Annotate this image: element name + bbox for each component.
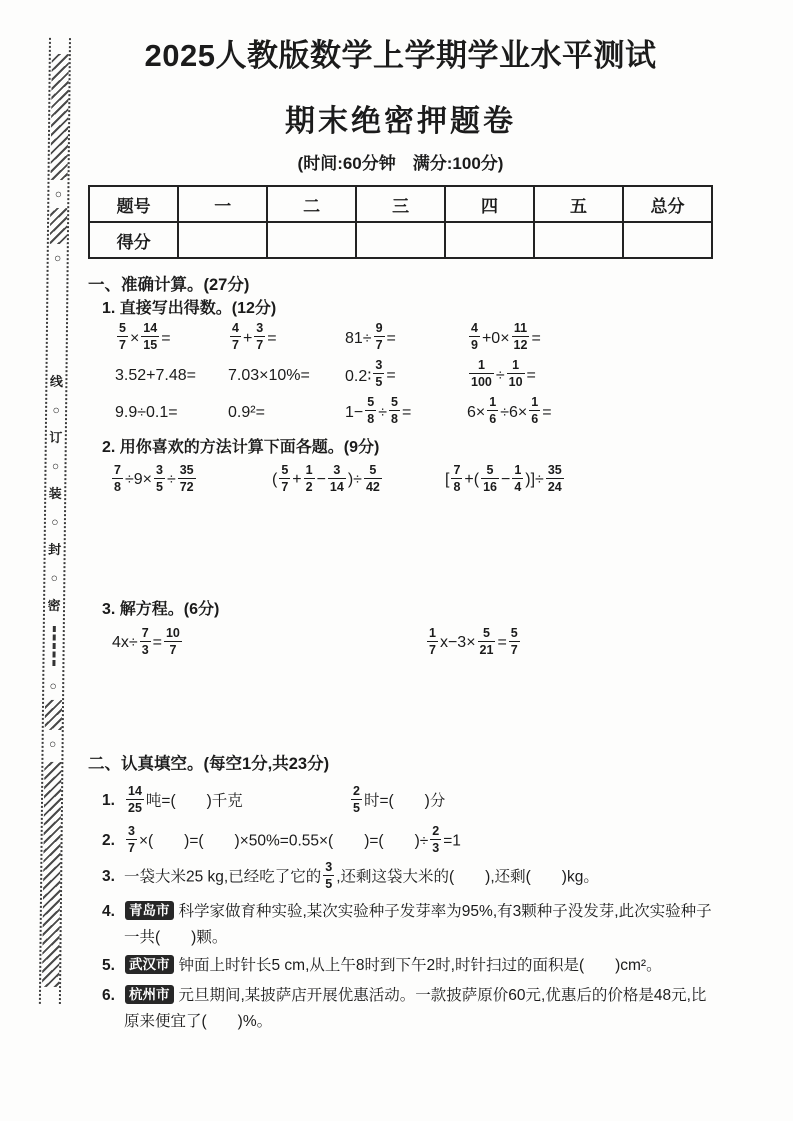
fraction: $\frac{3}{14}$ xyxy=(329,462,344,494)
score-header-cell: 总分 xyxy=(623,186,712,222)
math-expression: $\frac{4}{7}$ + $\frac{3}{7}$ = xyxy=(232,321,277,352)
fraction: $\frac{5}{8}$ xyxy=(390,395,398,426)
math-expression: 6× $\frac{1}{6}$ ÷6× $\frac{1}{6}$ = xyxy=(467,395,552,426)
score-header-cell: 五 xyxy=(534,186,623,222)
fraction: $\frac{9}{7}$ xyxy=(375,321,383,352)
fill-blank-text: 一袋大米25 kg,已经吃了它的 $\frac{3}{5}$ ,还剩这袋大米的( ),还剩( )kg。 xyxy=(124,859,599,891)
math-expression: 0.9²= xyxy=(228,403,265,421)
fill-blank-text: 科学家做育种实验,某次实验种子发芽率为95%,有3颗种子没发芽,此次实验种子一共( )颗。 xyxy=(124,903,712,946)
dashed-line xyxy=(52,626,55,666)
fraction: $\frac{7}{8}$ xyxy=(114,462,121,494)
math-expression: 0.2∶ $\frac{3}{5}$ = xyxy=(345,358,396,389)
question-number: 4. xyxy=(102,903,115,920)
fraction: $\frac{3}{5}$ xyxy=(325,859,333,891)
exam-paper xyxy=(88,36,713,1035)
fraction: $\frac{3}{5}$ xyxy=(375,358,383,389)
score-table-header-row xyxy=(89,186,712,222)
question-number: 2. xyxy=(102,832,115,849)
circle-mark: ○ xyxy=(54,186,63,202)
fraction: $\frac{1}{6}$ xyxy=(531,395,539,426)
fraction: $\frac{2}{3}$ xyxy=(432,823,440,855)
hatch-pattern xyxy=(42,762,61,987)
circle-mark: ○ xyxy=(53,250,62,266)
fraction: $\frac{5}{7}$ xyxy=(510,625,518,657)
fraction: $\frac{1}{6}$ xyxy=(489,395,497,426)
fraction: $\frac{5}{16}$ xyxy=(483,462,497,494)
fill-question-2 xyxy=(88,823,713,859)
question-number: 3. xyxy=(102,868,115,885)
hatch-pattern xyxy=(44,700,61,730)
fraction: $\frac{11}{12}$ xyxy=(513,321,528,352)
fraction: $\frac{4}{9}$ xyxy=(471,321,478,352)
fraction: $\frac{3}{7}$ xyxy=(128,823,135,855)
fraction: $\frac{14}{25}$ xyxy=(128,783,142,815)
score-cell xyxy=(534,222,623,258)
section1-q1-label: 1. 直接写出得数。(12分) xyxy=(102,300,277,317)
section-2-title: 二、认真填空。(每空1分,共23分) xyxy=(88,755,330,773)
score-table-score-row xyxy=(89,222,712,258)
circle-mark: ○ xyxy=(51,458,60,474)
fraction: $\frac{7}{8}$ xyxy=(453,462,461,494)
fraction: $\frac{5}{21}$ xyxy=(479,625,494,657)
binding-char: 封 xyxy=(48,541,62,558)
circle-mark: ○ xyxy=(52,402,60,418)
fill-blank-text: 元旦期间,某披萨店开展优惠活动。一款披萨原价60元,优惠后的价格是48元,比原来便宜了( )%。 xyxy=(124,987,707,1030)
fraction: $\frac{1}{100}$ xyxy=(471,358,492,389)
fill-blank-text: $\frac{14}{25}$ 吨=( )千克 xyxy=(128,783,243,815)
fraction: $\frac{7}{3}$ xyxy=(141,625,149,657)
hatch-pattern xyxy=(49,208,66,244)
fill-question-6 xyxy=(88,983,713,1035)
math-expression: 1− $\frac{5}{8}$ ÷ $\frac{5}{8}$ = xyxy=(345,395,412,426)
city-tag: 武汉市 xyxy=(125,955,174,974)
fill-question-4 xyxy=(88,899,713,951)
circle-mark: ○ xyxy=(49,678,57,694)
score-header-cell: 二 xyxy=(267,186,356,222)
score-header-cell: 题号 xyxy=(89,186,178,222)
fraction: $\frac{35}{72}$ xyxy=(179,462,194,494)
question-body xyxy=(124,899,713,951)
equation-grid xyxy=(88,625,713,661)
math-expression: 7.03×10%= xyxy=(228,366,310,384)
score-cell xyxy=(178,222,267,258)
exam-subtitle: 期末绝密押题卷 xyxy=(285,105,516,138)
math-expression: 81÷ $\frac{9}{7}$ = xyxy=(345,321,396,352)
direct-calculation-grid xyxy=(88,320,713,431)
math-expression: 4x÷ $\frac{7}{3}$ = $\frac{10}{7}$ xyxy=(112,625,180,657)
section-1-title: 一、准确计算。(27分) xyxy=(88,276,250,294)
fraction: $\frac{1}{4}$ xyxy=(514,462,522,494)
score-cell xyxy=(267,222,356,258)
section1-q2-label: 2. 用你喜欢的方法计算下面各题。(9分) xyxy=(102,439,380,456)
fraction: $\frac{5}{42}$ xyxy=(365,462,380,494)
math-expression: $\frac{1}{100}$ ÷ $\frac{1}{10}$ = xyxy=(471,358,536,389)
fill-blank-text: $\frac{3}{7}$ ×( )=( )×50%=0.55×( )=( )÷ $\frac{2}{3}$ =1 xyxy=(128,823,461,855)
score-cell xyxy=(623,222,712,258)
fraction: $\frac{3}{5}$ xyxy=(155,462,163,494)
math-expression: 9.9÷0.1= xyxy=(115,403,178,421)
score-header-cell: 四 xyxy=(445,186,534,222)
binding-char: 密 xyxy=(47,597,61,614)
math-expression: 3.52+7.48= xyxy=(115,366,196,384)
hatch-pattern xyxy=(50,54,68,180)
fill-blank-text: $\frac{2}{5}$ 时=( )分 xyxy=(353,783,446,815)
question-body xyxy=(124,983,713,1035)
fraction: $\frac{3}{7}$ xyxy=(256,321,264,352)
math-expression: [ $\frac{7}{8}$ +( $\frac{5}{16}$ − $\frac{1}{4}$ )]÷ $\frac{35}{24}$ xyxy=(445,462,562,494)
question-number: 6. xyxy=(102,987,115,1004)
fraction: $\frac{35}{24}$ xyxy=(547,462,562,494)
city-tag: 杭州市 xyxy=(125,985,174,1004)
binding-strip xyxy=(39,38,71,1004)
fill-question-5 xyxy=(88,953,713,979)
binding-char: 线 xyxy=(49,373,63,390)
question-body xyxy=(124,953,713,979)
strip-spacer xyxy=(57,272,58,368)
math-expression: ( $\frac{5}{7}$ + $\frac{1}{2}$ − $\frac{3}{14}$ )÷ $\frac{5}{42}$ xyxy=(272,462,380,494)
fill-question-3 xyxy=(88,859,713,895)
fraction: $\frac{4}{7}$ xyxy=(232,321,239,352)
question-number: 1. xyxy=(102,792,115,809)
question-number: 5. xyxy=(102,957,115,974)
binding-char: 装 xyxy=(48,485,62,502)
math-expression: $\frac{5}{7}$ × $\frac{14}{15}$ = xyxy=(119,321,171,352)
score-cell xyxy=(445,222,534,258)
fill-blank-text: 钟面上时针长5 cm,从上午8时到下午2时,时针扫过的面积是( )cm²。 xyxy=(178,957,662,974)
fraction: $\frac{1}{10}$ xyxy=(508,358,523,389)
score-cell xyxy=(356,222,445,258)
method-calculation-grid xyxy=(88,461,713,499)
exam-info-line: (时间:60分钟 满分:100分) xyxy=(297,154,504,173)
fraction: $\frac{2}{5}$ xyxy=(353,783,360,815)
binding-char: 订 xyxy=(49,429,63,446)
section1-q3-label: 3. 解方程。(6分) xyxy=(102,601,220,618)
page-title: 2025人教版数学上学期学业水平测试 xyxy=(144,38,657,73)
score-row-label: 得分 xyxy=(89,222,178,258)
fraction: $\frac{14}{15}$ xyxy=(143,321,158,352)
circle-mark: ○ xyxy=(50,570,59,586)
fraction: $\frac{10}{7}$ xyxy=(165,625,180,657)
fill-question-1 xyxy=(88,783,713,819)
score-header-cell: 三 xyxy=(356,186,445,222)
city-tag: 青岛市 xyxy=(125,901,174,920)
math-expression: $\frac{1}{7}$ x−3× $\frac{5}{21}$ = $\frac{5}{7}$ xyxy=(429,625,518,657)
fraction: $\frac{5}{7}$ xyxy=(119,321,126,352)
fraction: $\frac{5}{8}$ xyxy=(367,395,375,426)
score-table xyxy=(88,185,713,259)
math-expression: $\frac{4}{9}$ +0× $\frac{11}{12}$ = xyxy=(471,321,541,352)
score-header-cell: 一 xyxy=(178,186,267,222)
circle-mark: ○ xyxy=(48,736,57,751)
fraction: $\frac{5}{7}$ xyxy=(281,462,289,494)
math-expression: $\frac{7}{8}$ ÷9× $\frac{3}{5}$ ÷ $\frac{35}{72}$ xyxy=(114,462,194,494)
circle-mark: ○ xyxy=(51,514,59,530)
fraction: $\frac{1}{2}$ xyxy=(305,462,313,494)
fraction: $\frac{1}{7}$ xyxy=(429,625,436,657)
